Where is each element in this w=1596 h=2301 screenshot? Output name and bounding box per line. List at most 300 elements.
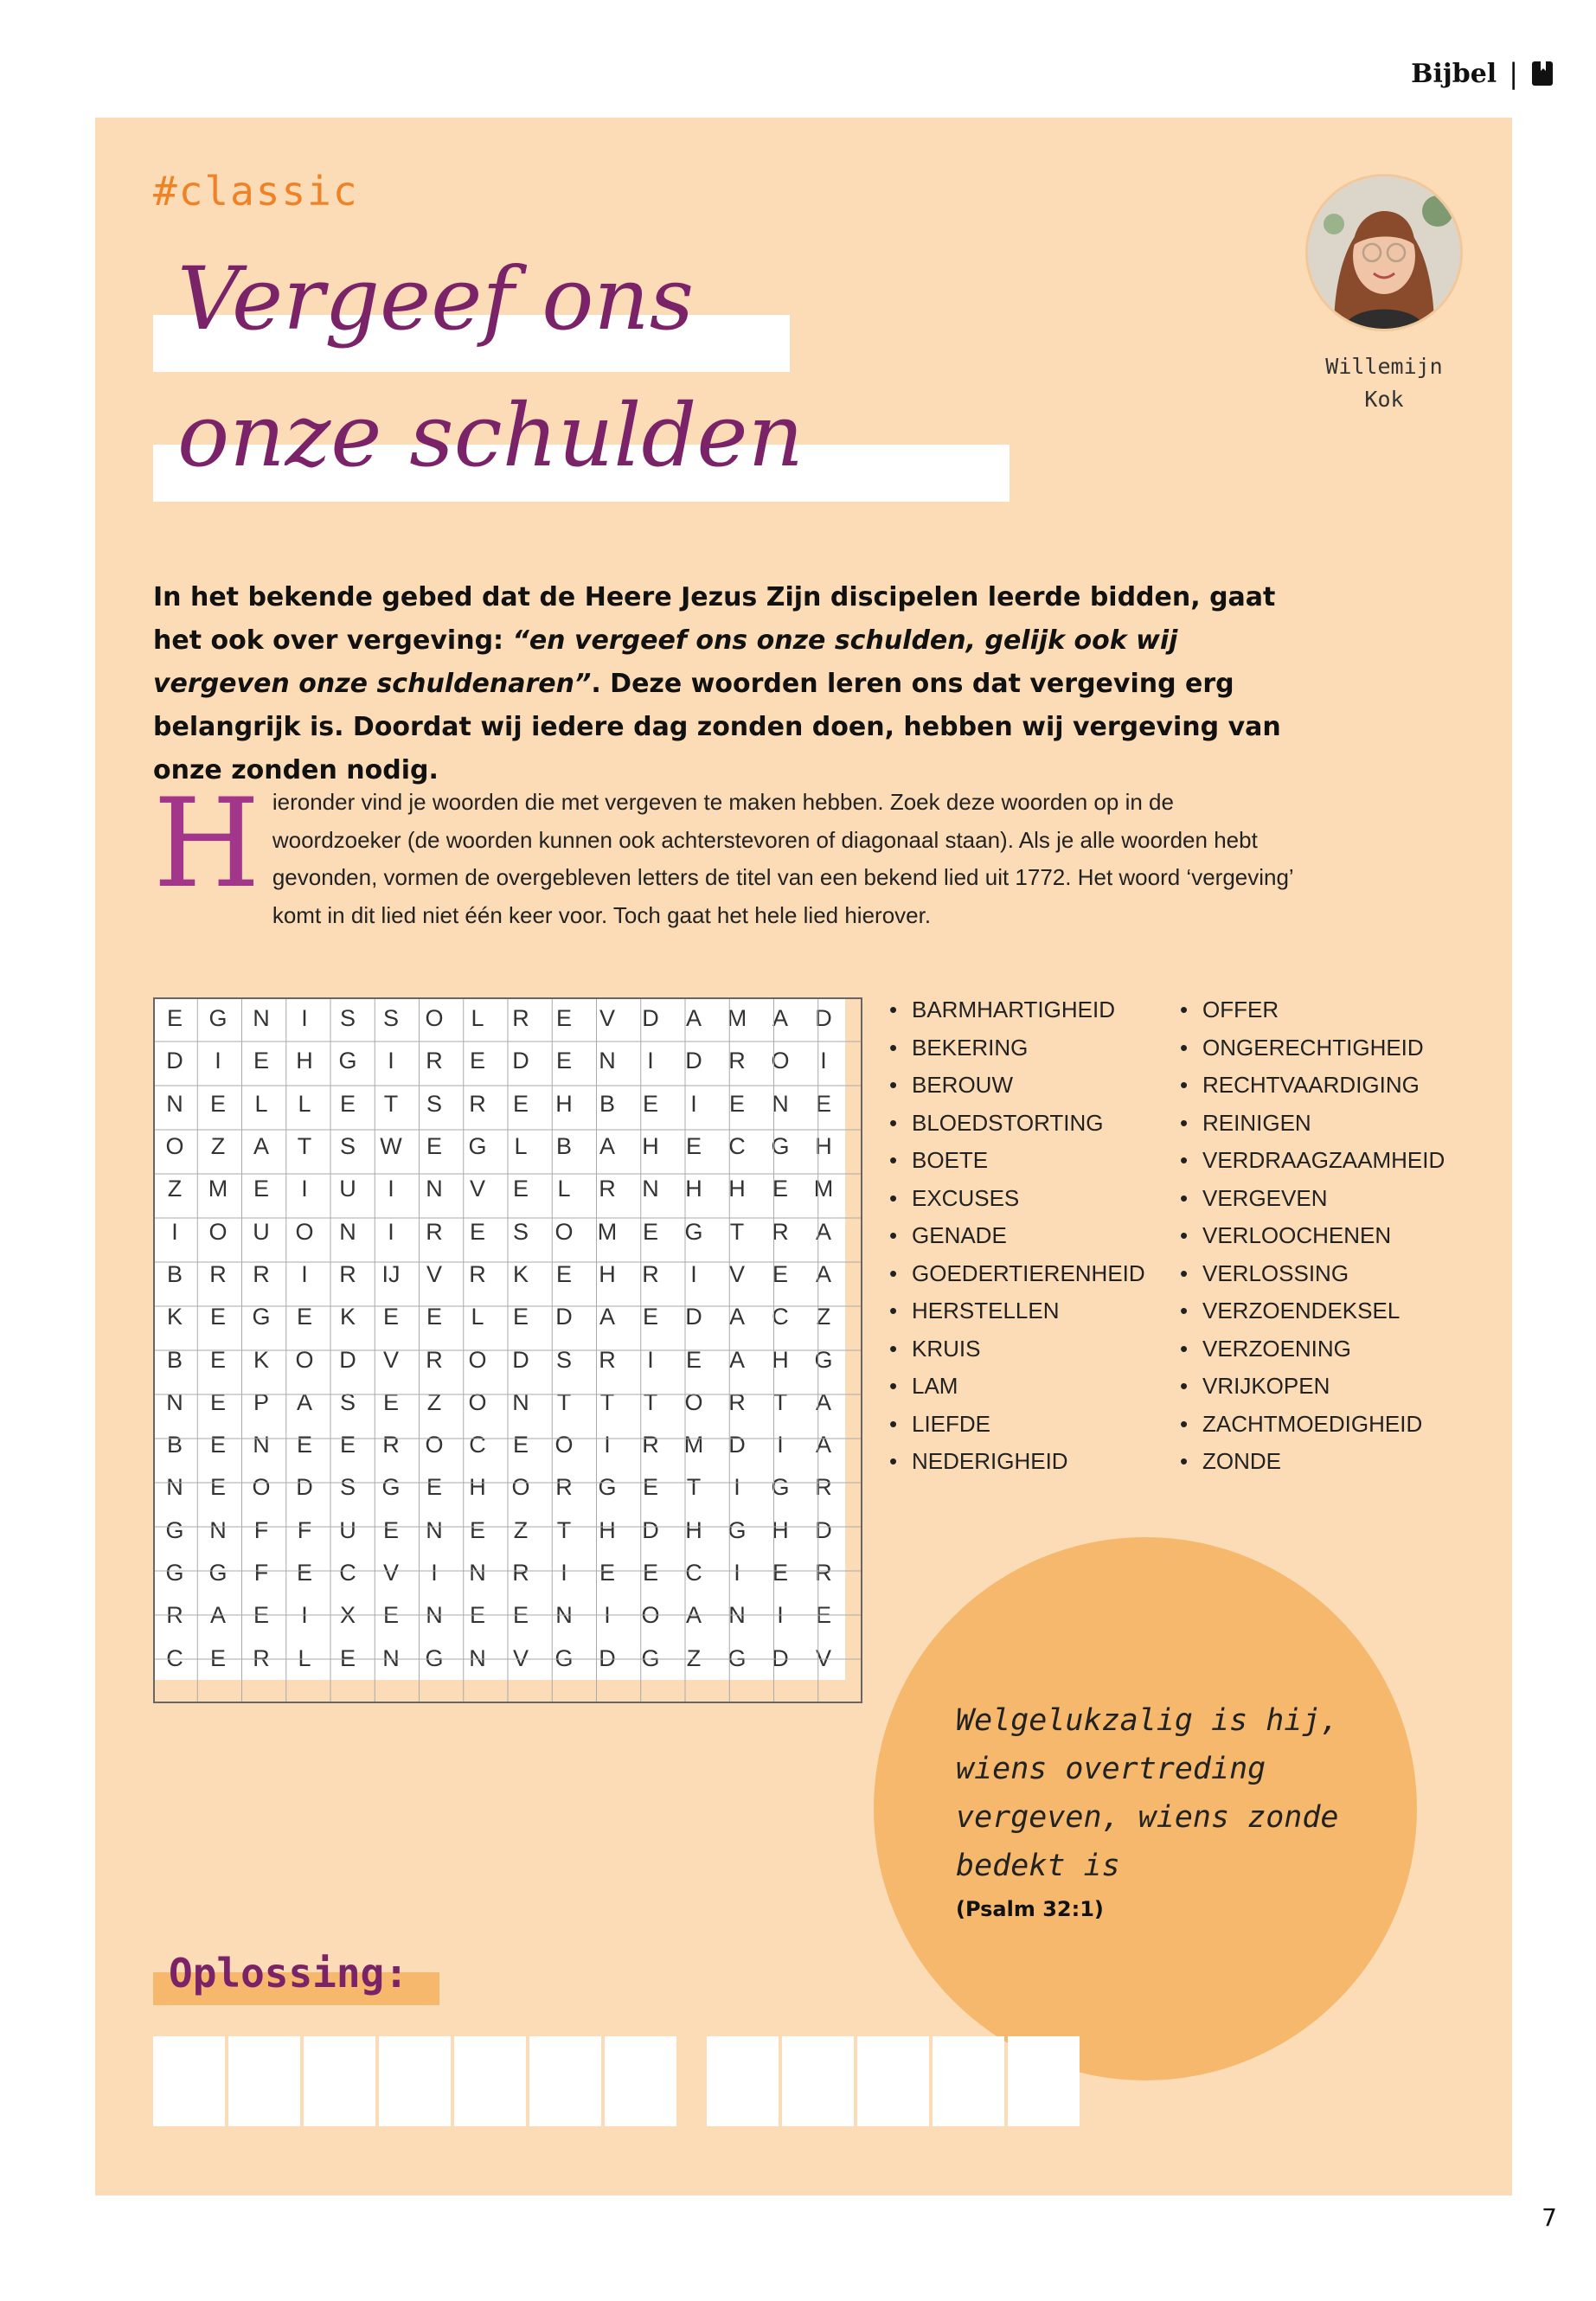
book-icon (1530, 60, 1554, 87)
grid-cell[interactable]: H (815, 1133, 832, 1160)
grid-cell[interactable]: Z (816, 1304, 831, 1330)
grid-cell[interactable]: N (599, 1048, 616, 1074)
grid-cell[interactable]: D (512, 1346, 529, 1373)
grid-cell[interactable]: R (253, 1260, 270, 1287)
grid-cell[interactable]: T (643, 1388, 658, 1415)
grid-cell[interactable]: S (339, 1474, 356, 1501)
word-list-item: • HERSTELLEN (889, 1292, 1145, 1330)
grid-cell[interactable]: B (599, 1090, 615, 1117)
word-list-item: • RECHTVAARDIGING (1180, 1067, 1445, 1105)
grid-cell[interactable]: C (339, 1560, 356, 1586)
grid-cell[interactable]: N (339, 1218, 356, 1245)
grid-cell[interactable]: E (512, 1304, 529, 1330)
grid-cell[interactable]: E (512, 1602, 529, 1629)
grid-cell[interactable]: E (642, 1218, 658, 1245)
word-list-item: • VERLOSSING (1180, 1255, 1445, 1293)
grid-cell[interactable]: I (561, 1560, 567, 1586)
grid-cell[interactable]: E (382, 1304, 399, 1330)
grid-cell[interactable]: D (728, 1432, 746, 1458)
grid-cell[interactable]: K (166, 1304, 183, 1330)
grid-cell[interactable]: V (382, 1346, 399, 1373)
grid-cell[interactable]: E (512, 1090, 529, 1117)
intro-text: In het bekende gebed dat de Heere Jezus Zijn discipelen leerde bidden, gaat het ook over vergeving: (153, 582, 1276, 656)
grid-cell[interactable]: T (729, 1218, 745, 1245)
grid-cell[interactable]: N (469, 1644, 486, 1671)
grid-cell[interactable]: S (339, 1005, 356, 1032)
grid-cell[interactable]: H (599, 1260, 616, 1287)
grid-cell[interactable]: S (555, 1346, 572, 1373)
word-list-item: • VERZOENDEKSEL (1180, 1292, 1445, 1330)
solution-letter-box[interactable] (454, 2036, 526, 2126)
grid-cell[interactable]: E (512, 1432, 529, 1458)
grid-cell[interactable]: I (777, 1602, 784, 1629)
grid-cell[interactable]: E (382, 1602, 399, 1629)
grid-cell[interactable]: Z (686, 1644, 702, 1671)
grid-cell[interactable]: M (683, 1432, 704, 1458)
grid-cell[interactable]: O (771, 1048, 790, 1074)
grid-cell[interactable]: M (208, 1176, 228, 1202)
grid-cell[interactable]: I (647, 1346, 654, 1373)
grid-cell[interactable]: A (209, 1602, 226, 1629)
grid-cell[interactable]: I (301, 1176, 308, 1202)
grid-cell[interactable]: A (815, 1260, 831, 1287)
grid-cell[interactable]: R (426, 1048, 443, 1074)
grid-cell[interactable]: S (382, 1005, 399, 1032)
grid-cell[interactable]: L (254, 1090, 268, 1117)
grid-cell[interactable]: R (599, 1346, 616, 1373)
grid-cell[interactable]: P (253, 1388, 269, 1415)
grid-cell[interactable]: R (728, 1388, 746, 1415)
grid-cell[interactable]: E (599, 1560, 615, 1586)
grid-cell[interactable]: Z (426, 1388, 442, 1415)
grid-row (153, 1083, 845, 1125)
grid-cell[interactable]: E (555, 1260, 572, 1287)
grid-cell[interactable]: R (642, 1260, 659, 1287)
grid-cell[interactable]: N (209, 1516, 227, 1543)
grid-cell[interactable]: E (382, 1516, 399, 1543)
grid-cell[interactable]: C (469, 1432, 486, 1458)
grid-cell[interactable]: E (815, 1602, 831, 1629)
grid-cell[interactable]: G (165, 1560, 184, 1586)
grid-cell[interactable]: D (555, 1304, 573, 1330)
word-search-grid (153, 997, 845, 1680)
grid-cell[interactable]: E (166, 1005, 183, 1032)
grid-cell[interactable]: I (690, 1260, 697, 1287)
grid-cell[interactable]: D (339, 1346, 356, 1373)
solution-letter-box[interactable] (933, 2036, 1004, 2126)
grid-cell[interactable]: R (426, 1346, 443, 1373)
grid-cell[interactable]: N (253, 1432, 270, 1458)
grid-cell[interactable]: R (815, 1560, 832, 1586)
grid-cell[interactable]: I (388, 1218, 394, 1245)
grid-cell[interactable]: M (727, 1005, 747, 1032)
grid-cell[interactable]: G (165, 1516, 184, 1543)
grid-cell[interactable]: I (301, 1602, 308, 1629)
grid-cell[interactable]: D (512, 1048, 529, 1074)
grid-row (153, 1466, 845, 1509)
grid-cell[interactable]: T (686, 1474, 702, 1501)
grid-cell[interactable]: E (296, 1304, 312, 1330)
grid-cell[interactable]: N (642, 1176, 659, 1202)
grid-cell[interactable]: C (728, 1133, 746, 1160)
grid-cell[interactable]: H (728, 1176, 746, 1202)
grid-cell[interactable]: V (599, 1005, 615, 1032)
grid-cell[interactable]: W (380, 1133, 402, 1160)
grid-cell[interactable]: H (555, 1090, 573, 1117)
grid-cell[interactable]: E (426, 1304, 442, 1330)
grid-cell[interactable]: I (734, 1474, 740, 1501)
grid-row (153, 1125, 845, 1168)
grid-cell[interactable]: N (728, 1602, 746, 1629)
grid-cell[interactable]: E (209, 1474, 226, 1501)
grid-cell[interactable]: K (512, 1260, 529, 1287)
grid-cell[interactable]: V (815, 1644, 831, 1671)
grid-cell[interactable]: L (557, 1176, 571, 1202)
solution-word-1 (153, 2036, 676, 2126)
grid-cell[interactable]: G (771, 1474, 790, 1501)
grid-cell[interactable]: E (512, 1176, 529, 1202)
grid-cell[interactable]: O (468, 1346, 487, 1373)
grid-cell[interactable]: N (772, 1090, 789, 1117)
solution-letter-box[interactable] (529, 2036, 601, 2126)
grid-cell[interactable]: I (215, 1048, 221, 1074)
grid-cell[interactable]: A (815, 1388, 831, 1415)
grid-cell[interactable]: A (296, 1388, 312, 1415)
grid-cell[interactable]: D (642, 1005, 659, 1032)
grid-cell[interactable]: A (728, 1346, 745, 1373)
grid-cell[interactable]: E (642, 1090, 658, 1117)
grid-cell[interactable]: IJ (381, 1260, 401, 1287)
word-list-item: • VERZOENING (1180, 1330, 1445, 1368)
grid-cell[interactable]: D (772, 1644, 789, 1671)
grid-cell[interactable]: H (772, 1516, 789, 1543)
grid-cell[interactable]: E (815, 1090, 831, 1117)
grid-cell[interactable]: M (813, 1176, 834, 1202)
grid-cell[interactable]: T (556, 1388, 572, 1415)
grid-cell[interactable]: F (253, 1516, 269, 1543)
grid-cell[interactable]: D (815, 1005, 832, 1032)
grid-cell[interactable]: G (338, 1048, 357, 1074)
grid-cell[interactable]: N (166, 1474, 183, 1501)
grid-cell[interactable]: E (555, 1005, 572, 1032)
grid-cell[interactable]: H (685, 1516, 702, 1543)
grid-cell[interactable]: G (208, 1005, 228, 1032)
grid-cell[interactable]: T (556, 1516, 572, 1543)
grid-cell[interactable]: U (339, 1516, 356, 1543)
grid-cell[interactable]: O (165, 1133, 184, 1160)
grid-cell[interactable]: A (253, 1133, 269, 1160)
grid-cell[interactable]: R (209, 1260, 227, 1287)
grid-cell[interactable]: E (469, 1602, 485, 1629)
grid-cell[interactable]: A (599, 1133, 615, 1160)
grid-cell[interactable]: S (426, 1090, 442, 1117)
grid-cell[interactable]: R (772, 1218, 789, 1245)
grid-cell[interactable]: I (431, 1560, 438, 1586)
grid-cell[interactable]: R (339, 1260, 356, 1287)
grid-cell[interactable]: E (339, 1090, 356, 1117)
solution-letter-box[interactable] (304, 2036, 375, 2126)
grid-cell[interactable]: R (469, 1090, 486, 1117)
grid-cell[interactable]: G (208, 1560, 228, 1586)
grid-cell[interactable]: C (166, 1644, 183, 1671)
grid-cell[interactable]: E (426, 1133, 442, 1160)
grid-cell[interactable]: I (777, 1432, 784, 1458)
grid-cell[interactable]: L (298, 1090, 311, 1117)
grid-cell[interactable]: C (772, 1304, 789, 1330)
grid-cell[interactable]: V (728, 1260, 745, 1287)
grid-cell[interactable]: E (253, 1048, 269, 1074)
grid-row (153, 1424, 845, 1466)
grid-cell[interactable]: R (815, 1474, 832, 1501)
grid-cell[interactable]: I (171, 1218, 178, 1245)
grid-cell[interactable]: N (469, 1560, 486, 1586)
grid-cell[interactable]: E (209, 1090, 226, 1117)
grid-cell[interactable]: A (815, 1432, 831, 1458)
grid-cell[interactable]: Z (513, 1516, 529, 1543)
word-list-item: • EXCUSES (889, 1180, 1145, 1218)
grid-cell[interactable]: O (684, 1388, 703, 1415)
grid-cell[interactable]: G (727, 1644, 747, 1671)
solution-letter-box[interactable] (379, 2036, 451, 2126)
grid-cell[interactable]: E (296, 1432, 312, 1458)
grid-cell[interactable]: Z (210, 1133, 226, 1160)
grid-cell[interactable]: D (642, 1516, 659, 1543)
grid-cell[interactable]: G (727, 1516, 747, 1543)
grid-cell[interactable]: I (604, 1602, 611, 1629)
grid-cell[interactable]: G (468, 1133, 487, 1160)
grid-cell[interactable]: R (469, 1260, 486, 1287)
grid-cell[interactable]: R (253, 1644, 270, 1671)
grid-row (153, 997, 845, 1040)
grid-cell[interactable]: G (252, 1304, 271, 1330)
grid-cell[interactable]: O (295, 1346, 314, 1373)
grid-cell[interactable]: O (641, 1602, 660, 1629)
grid-cell[interactable]: D (685, 1304, 702, 1330)
grid-cell[interactable]: E (642, 1474, 658, 1501)
grid-cell[interactable]: O (425, 1005, 444, 1032)
grid-cell[interactable]: O (252, 1474, 271, 1501)
grid-cell[interactable]: O (425, 1432, 444, 1458)
title-line-2: onze schulden (177, 385, 804, 486)
grid-cell[interactable]: G (771, 1133, 790, 1160)
intro-quote: “en vergeef ons onze schulden, gelijk ook wij vergeven onze schuldenaren” (153, 625, 1178, 699)
solution-letter-box[interactable] (605, 2036, 676, 2126)
grid-cell[interactable]: X (339, 1602, 356, 1629)
grid-cell[interactable]: C (685, 1560, 702, 1586)
grid-cell[interactable]: U (253, 1218, 270, 1245)
grid-cell[interactable]: N (166, 1388, 183, 1415)
grid-cell[interactable]: O (208, 1218, 228, 1245)
word-list-item: • VERGEVEN (1180, 1180, 1445, 1218)
grid-cell[interactable]: E (209, 1432, 226, 1458)
grid-cell[interactable]: E (772, 1560, 788, 1586)
grid-cell[interactable]: E (772, 1176, 788, 1202)
solution-letter-box[interactable] (707, 2036, 779, 2126)
grid-cell[interactable]: R (555, 1474, 573, 1501)
grid-cell[interactable]: S (339, 1133, 356, 1160)
grid-cell[interactable]: V (426, 1260, 442, 1287)
grid-cell[interactable]: E (209, 1346, 226, 1373)
grid-cell[interactable]: E (642, 1560, 658, 1586)
grid-cell[interactable]: E (469, 1218, 485, 1245)
grid-cell[interactable]: I (388, 1048, 394, 1074)
solution-letter-box[interactable] (857, 2036, 929, 2126)
grid-cell[interactable]: I (301, 1005, 308, 1032)
grid-cell[interactable]: V (512, 1644, 529, 1671)
grid-cell[interactable]: H (296, 1048, 313, 1074)
grid-cell[interactable]: K (339, 1304, 356, 1330)
grid-cell[interactable]: B (166, 1260, 183, 1287)
grid-cell[interactable]: E (209, 1304, 226, 1330)
grid-cell[interactable]: R (599, 1176, 616, 1202)
grid-cell[interactable]: I (690, 1090, 697, 1117)
grid-cell[interactable]: Z (167, 1176, 183, 1202)
solution-letter-box[interactable] (1008, 2036, 1080, 2126)
grid-cell[interactable]: E (253, 1176, 269, 1202)
grid-cell[interactable]: L (471, 1005, 484, 1032)
grid-cell[interactable]: R (642, 1432, 659, 1458)
grid-cell[interactable]: E (772, 1260, 788, 1287)
grid-cell[interactable]: O (554, 1218, 574, 1245)
grid-cell[interactable]: E (253, 1602, 269, 1629)
grid-cell[interactable]: R (512, 1560, 529, 1586)
grid-cell[interactable]: T (297, 1133, 312, 1160)
grid-cell[interactable]: R (512, 1005, 529, 1032)
solution-letter-box[interactable] (228, 2036, 300, 2126)
grid-cell[interactable]: B (166, 1432, 183, 1458)
grid-cell[interactable]: I (604, 1432, 611, 1458)
grid-cell[interactable]: N (426, 1516, 443, 1543)
grid-cell[interactable]: A (728, 1304, 745, 1330)
grid-cell[interactable]: E (296, 1560, 312, 1586)
grid-cell[interactable]: I (301, 1260, 308, 1287)
instructions-text: ieronder vind je woorden die met vergeven te maken hebben. Zoek deze woorden op in de woordzoeker (de woorden kunnen ook achterstevoren of diagonaal staan). Als je alle woorden hebt gevonden, vormen de overgebleven letters de titel van een bekend lied uit 1772. Het woord ‘vergeving’ komt in dit lied niet één keer voor. Toch gaat het hele lied hierover. (272, 789, 1293, 928)
grid-row (153, 1594, 845, 1637)
grid-cell[interactable]: I (647, 1048, 654, 1074)
grid-cell[interactable]: O (468, 1388, 487, 1415)
word-list-item: • ONGERECHTIGHEID (1180, 1029, 1445, 1067)
grid-cell[interactable]: H (642, 1133, 659, 1160)
grid-cell[interactable]: A (685, 1602, 702, 1629)
instructions-paragraph (153, 772, 1304, 934)
grid-cell[interactable]: H (469, 1474, 486, 1501)
grid-cell[interactable]: T (772, 1388, 788, 1415)
grid-cell[interactable]: L (471, 1304, 484, 1330)
grid-cell[interactable]: D (685, 1048, 702, 1074)
grid-cell[interactable]: O (554, 1432, 574, 1458)
grid-cell[interactable]: N (253, 1005, 270, 1032)
grid-cell[interactable]: B (166, 1346, 183, 1373)
content-panel (95, 118, 1512, 2195)
grid-cell[interactable]: N (426, 1602, 443, 1629)
grid-cell[interactable]: I (820, 1048, 827, 1074)
grid-cell[interactable]: E (382, 1388, 399, 1415)
grid-cell[interactable]: K (253, 1346, 269, 1373)
grid-cell[interactable]: H (599, 1516, 616, 1543)
grid-cell[interactable]: G (641, 1644, 660, 1671)
grid-cell[interactable]: E (685, 1346, 702, 1373)
grid-cell[interactable]: E (209, 1644, 226, 1671)
grid-cell[interactable]: S (512, 1218, 529, 1245)
grid-cell[interactable]: L (298, 1644, 311, 1671)
grid-cell[interactable]: A (815, 1218, 831, 1245)
grid-cell[interactable]: D (599, 1644, 616, 1671)
grid-cell[interactable]: A (772, 1005, 788, 1032)
grid-cell[interactable]: G (381, 1474, 401, 1501)
grid-cell[interactable]: N (512, 1388, 529, 1415)
grid-cell[interactable]: T (383, 1090, 399, 1117)
word-list-item: • GENADE (889, 1217, 1145, 1255)
grid-cell[interactable]: E (642, 1304, 658, 1330)
grid-cell[interactable]: A (599, 1304, 615, 1330)
grid-cell[interactable]: E (339, 1644, 356, 1671)
grid-cell[interactable]: N (166, 1090, 183, 1117)
grid-cell[interactable]: G (814, 1346, 833, 1373)
grid-cell[interactable]: R (426, 1218, 443, 1245)
grid-cell[interactable]: V (469, 1176, 485, 1202)
grid-cell[interactable]: O (511, 1474, 530, 1501)
grid-cell[interactable]: D (296, 1474, 313, 1501)
grid-cell[interactable]: N (426, 1176, 443, 1202)
grid-cell[interactable]: U (339, 1176, 356, 1202)
grid-cell[interactable]: E (469, 1516, 485, 1543)
grid-cell[interactable]: D (815, 1516, 832, 1543)
grid-cell[interactable]: T (599, 1388, 615, 1415)
grid-cell[interactable]: E (339, 1432, 356, 1458)
grid-row (153, 1552, 845, 1594)
word-list-column-2 (1180, 991, 1445, 1481)
grid-row (153, 1253, 845, 1296)
grid-cell[interactable]: E (685, 1133, 702, 1160)
grid-cell[interactable]: E (426, 1474, 442, 1501)
grid-cell[interactable]: A (685, 1005, 702, 1032)
grid-cell[interactable]: O (295, 1218, 314, 1245)
grid-cell[interactable]: N (382, 1644, 400, 1671)
grid-cell[interactable]: F (297, 1516, 312, 1543)
grid-cell[interactable]: E (555, 1048, 572, 1074)
grid-cell[interactable]: G (684, 1218, 703, 1245)
grid-cell[interactable]: G (554, 1644, 574, 1671)
grid-cell[interactable]: G (425, 1644, 444, 1671)
grid-cell[interactable]: I (388, 1176, 394, 1202)
grid-cell[interactable]: M (597, 1218, 618, 1245)
word-list-item: • VRIJKOPEN (1180, 1368, 1445, 1406)
grid-cell[interactable]: I (734, 1560, 740, 1586)
grid-cell[interactable]: F (253, 1560, 269, 1586)
grid-cell[interactable]: L (514, 1133, 528, 1160)
grid-cell[interactable]: B (555, 1133, 572, 1160)
grid-cell[interactable]: V (382, 1560, 399, 1586)
solution-letter-box[interactable] (782, 2036, 854, 2126)
author-block (1298, 174, 1471, 415)
grid-cell[interactable]: H (685, 1176, 702, 1202)
grid-cell[interactable]: R (728, 1048, 746, 1074)
grid-cell[interactable]: H (772, 1346, 789, 1373)
grid-cell[interactable]: G (598, 1474, 617, 1501)
grid-cell[interactable]: E (209, 1388, 226, 1415)
grid-cell[interactable]: E (728, 1090, 745, 1117)
grid-cell[interactable]: D (166, 1048, 183, 1074)
grid-cell[interactable]: R (166, 1602, 183, 1629)
grid-cell[interactable]: S (339, 1388, 356, 1415)
grid-cell[interactable]: E (469, 1048, 485, 1074)
word-list-item: • VERDRAAGZAAMHEID (1180, 1142, 1445, 1180)
word-list-item: • ZONDE (1180, 1443, 1445, 1481)
grid-cell[interactable]: N (555, 1602, 573, 1629)
solution-letter-box[interactable] (153, 2036, 225, 2126)
grid-cell[interactable]: R (382, 1432, 400, 1458)
word-list-column-1 (889, 991, 1145, 1481)
